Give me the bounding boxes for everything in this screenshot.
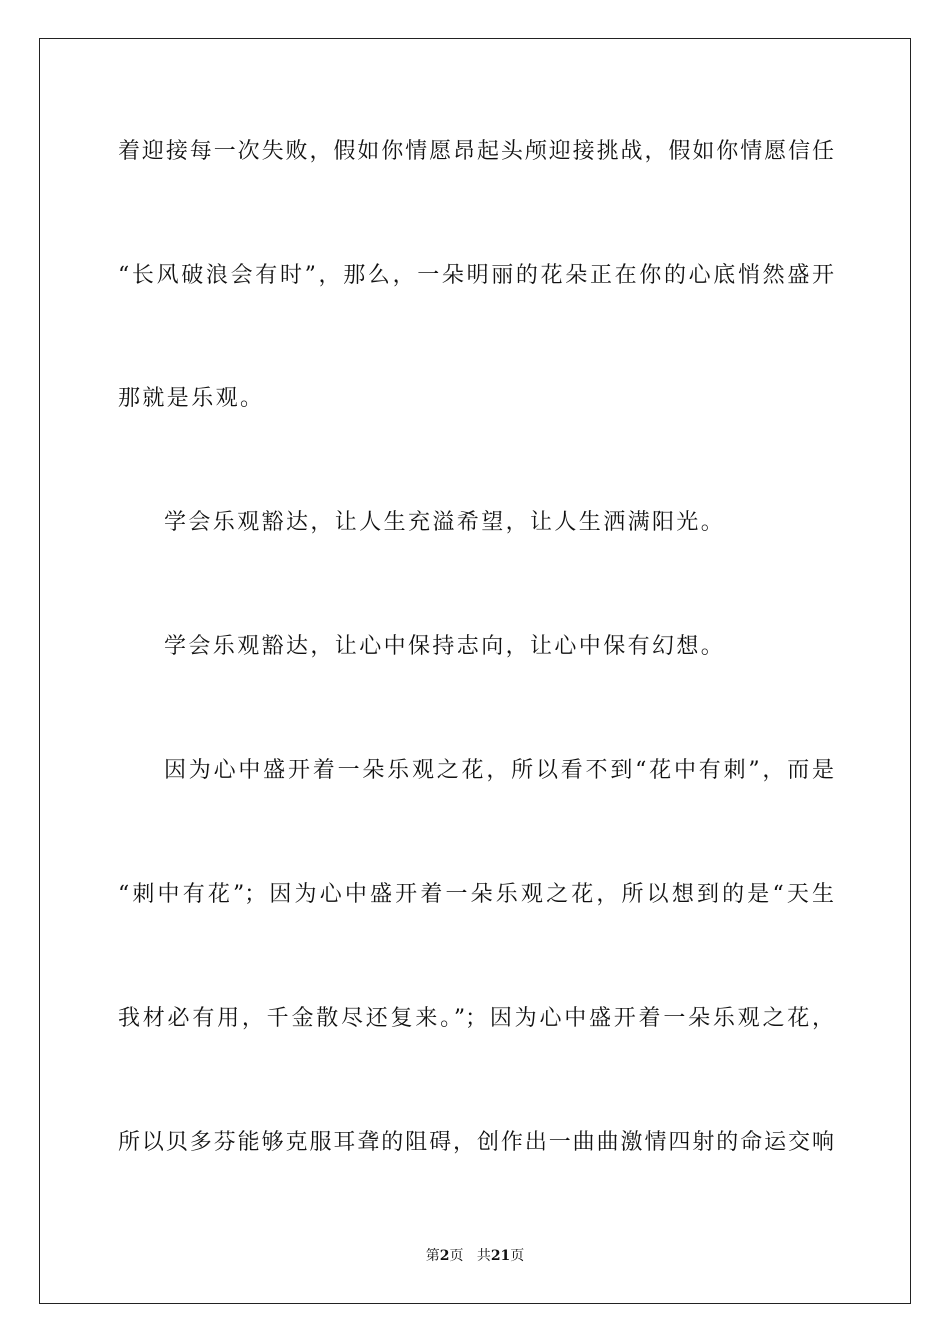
page-suffix: 页 xyxy=(449,1248,464,1264)
total-prefix: 共 xyxy=(476,1248,491,1264)
text-line-6: 因为心中盛开着一朵乐观之花，所以看不到“花中有刺”，而是 xyxy=(164,758,834,783)
text-line-5: 学会乐观豁达，让心中保持志向，让心中保有幻想。 xyxy=(164,634,726,659)
total-suffix: 页 xyxy=(510,1248,525,1264)
text-line-8: 我材必有用，千金散尽还复来。”；因为心中盛开着一朵乐观之花， xyxy=(118,1006,834,1031)
text-line-4: 学会乐观豁达，让人生充溢希望，让人生洒满阳光。 xyxy=(164,510,726,535)
text-line-7: “刺中有花”；因为心中盛开着一朵乐观之花，所以想到的是“天生 xyxy=(118,882,834,907)
text-line-2: “长风破浪会有时”，那么，一朵明丽的花朵正在你的心底悄然盛开 xyxy=(118,263,834,288)
page-prefix: 第 xyxy=(425,1248,440,1264)
page-border xyxy=(39,38,911,1304)
text-line-1: 着迎接每一次失败，假如你情愿昂起头颅迎接挑战，假如你情愿信任 xyxy=(118,139,834,164)
page-number: 2 xyxy=(439,1248,450,1264)
page-footer xyxy=(0,1246,950,1266)
text-line-9: 所以贝多芬能够克服耳聋的阻碍，创作出一曲曲激情四射的命运交响 xyxy=(118,1130,834,1155)
total-pages: 21 xyxy=(490,1248,511,1264)
text-line-3: 那就是乐观。 xyxy=(118,386,265,411)
